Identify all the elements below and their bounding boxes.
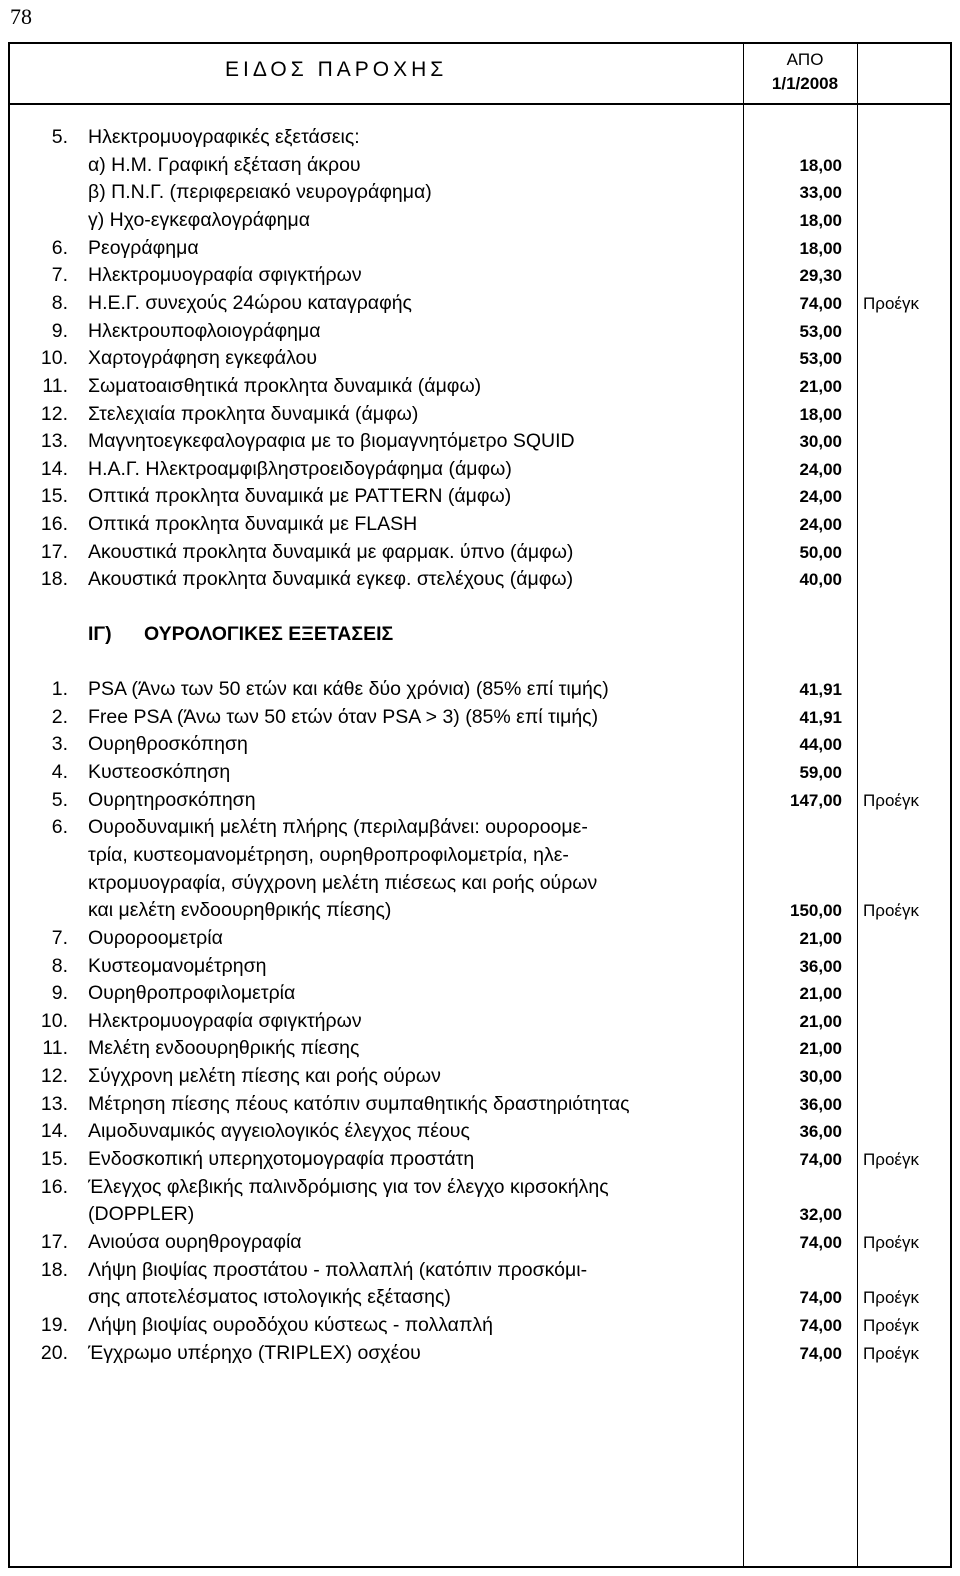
table-row bbox=[0, 318, 960, 345]
row-description: κτρομυογραφία, σύγχρονη μελέτη πιέσεως και ροής ούρων bbox=[88, 871, 598, 894]
row-number: 15. bbox=[40, 485, 68, 508]
row-number: 2. bbox=[51, 705, 68, 728]
row-note: Προέγκ bbox=[863, 1233, 919, 1252]
table-row bbox=[0, 290, 960, 317]
row-price: 74,00 bbox=[799, 1315, 842, 1335]
row-description: Κυστεομανομέτρηση bbox=[88, 954, 267, 977]
table-row bbox=[0, 179, 960, 206]
row-description: Αιμοδυναμικός αγγειολογικός έλεγχος πέους bbox=[88, 1120, 470, 1143]
row-description: Ηλεκτρουποφλοιογράφημα bbox=[88, 319, 321, 342]
row-note: Προέγκ bbox=[863, 1315, 919, 1335]
header-divider bbox=[8, 103, 952, 105]
row-price: 18,00 bbox=[799, 238, 842, 258]
row-price: 33,00 bbox=[799, 183, 842, 203]
row-number: 16. bbox=[40, 1175, 68, 1198]
table-row bbox=[0, 1340, 960, 1367]
row-description: Ενδοσκοπική υπερηχοτομογραφία προστάτη bbox=[88, 1148, 475, 1171]
row-number: 4. bbox=[51, 760, 68, 783]
row-number: 6. bbox=[51, 236, 68, 259]
row-description: τρία, κυστεομανομέτρηση, ουρηθροπροφιλομετρία, ηλε- bbox=[88, 843, 569, 866]
row-number: 11. bbox=[42, 374, 68, 397]
row-note: Προέγκ bbox=[863, 1343, 919, 1363]
table-row bbox=[0, 483, 960, 510]
row-description: α) Η.Μ. Γραφική εξέταση άκρου bbox=[88, 153, 361, 176]
table-row bbox=[0, 235, 960, 262]
row-note: Προέγκ bbox=[863, 1288, 919, 1308]
row-price: 21,00 bbox=[799, 1039, 842, 1059]
row-description: Σύγχρονη μελέτη πίεσης και ροής ούρων bbox=[88, 1065, 441, 1088]
table-row bbox=[0, 566, 960, 593]
table-row bbox=[0, 897, 960, 924]
row-price: 21,00 bbox=[799, 928, 842, 948]
row-note: Προέγκ bbox=[863, 293, 919, 313]
row-description: Έλεγχος φλεβικής παλινδρόμισης για τον έλεγχο κιρσοκήλης bbox=[88, 1175, 609, 1198]
section-title: ΟΥΡΟΛΟΓΙΚΕΣ ΕΞΕΤΑΣΕΙΣ bbox=[144, 623, 394, 645]
row-number: 5. bbox=[51, 788, 68, 811]
row-number: 8. bbox=[51, 954, 68, 977]
table-row bbox=[0, 1174, 960, 1201]
table-row bbox=[0, 1146, 960, 1173]
row-number: 9. bbox=[51, 982, 68, 1005]
table-row bbox=[0, 207, 960, 234]
row-price: 44,00 bbox=[799, 735, 842, 755]
row-price: 40,00 bbox=[799, 570, 842, 590]
row-description: Χαρτογράφηση εγκεφάλου bbox=[88, 347, 318, 370]
table-row bbox=[0, 842, 960, 869]
table-row bbox=[0, 401, 960, 428]
table-row bbox=[0, 1201, 960, 1228]
row-price: 24,00 bbox=[799, 515, 842, 535]
row-description: Ουρηθροπροφιλομετρία bbox=[88, 982, 296, 1005]
row-note: Προέγκ bbox=[863, 790, 919, 810]
date-label: ΑΠΟ bbox=[786, 50, 824, 69]
row-number: 10. bbox=[40, 1009, 68, 1032]
row-description: Ουρητηροσκόπηση bbox=[88, 788, 256, 811]
row-description: Ακουστικά προκλητα δυναμικά εγκεφ. στελέχους (άμφω) bbox=[88, 568, 574, 591]
row-number: 20. bbox=[40, 1341, 68, 1364]
table-row bbox=[0, 1035, 960, 1062]
row-description: Η.Α.Γ. Ηλεκτροαμφιβληστροειδογράφημα (άμφω) bbox=[88, 457, 512, 480]
row-number: 10. bbox=[40, 347, 68, 370]
row-description: PSA (Άνω των 50 ετών και κάθε δύο χρόνια) (85% επί τιμής) bbox=[88, 678, 609, 700]
row-description: Ουροδυναμική μελέτη πλήρης (περιλαμβάνει: ουροροομε- bbox=[88, 816, 588, 839]
row-description: Ουρηθροσκόπηση bbox=[88, 733, 248, 756]
row-price: 36,00 bbox=[799, 1094, 842, 1114]
row-description: Έγχρωμο υπέρηχο (TRIPLEX) οσχέου bbox=[88, 1341, 421, 1364]
table-row bbox=[0, 373, 960, 400]
row-description: Λήψη βιοψίας προστάτου - πολλαπλή (κατόπιν προσκόμι- bbox=[88, 1258, 588, 1281]
table-row bbox=[0, 539, 960, 566]
row-price: 30,00 bbox=[799, 1067, 842, 1087]
row-number: 7. bbox=[51, 926, 68, 949]
row-description: Ηλεκτρομυογραφία σφιγκτήρων bbox=[88, 264, 362, 287]
row-price: 29,30 bbox=[799, 266, 842, 286]
row-description: Στελεχιαία προκλητα δυναμικά (άμφω) bbox=[88, 402, 419, 425]
row-description: σης αποτελέσματος ιστολογικής εξέτασης) bbox=[88, 1286, 451, 1309]
table-row bbox=[0, 1008, 960, 1035]
column-header-date bbox=[755, 48, 855, 96]
row-price: 74,00 bbox=[799, 1288, 842, 1308]
row-number: 16. bbox=[40, 513, 68, 536]
column-header-service: ΕΙΔΟΣ ΠΑΡΟΧΗΣ bbox=[225, 58, 448, 81]
row-price: 18,00 bbox=[799, 155, 842, 175]
table-row bbox=[0, 759, 960, 786]
row-number: 9. bbox=[51, 319, 68, 342]
table-row bbox=[0, 262, 960, 289]
row-number: 5. bbox=[51, 126, 68, 148]
table-row bbox=[0, 704, 960, 731]
table-row bbox=[0, 814, 960, 841]
row-description: β) Π.Ν.Γ. (περιφερειακό νευρογράφημα) bbox=[88, 181, 432, 204]
row-description: Ηλεκτρομυογραφία σφιγκτήρων bbox=[88, 1009, 362, 1032]
row-description: Η.Ε.Γ. συνεχούς 24ώρου καταγραφής bbox=[88, 291, 412, 314]
row-number: 1. bbox=[51, 678, 68, 700]
row-description: Μέτρηση πίεσης πέους κατόπιν συμπαθητικής δραστηριότητας bbox=[88, 1092, 630, 1115]
row-price: 32,00 bbox=[799, 1205, 842, 1225]
table-row bbox=[0, 1257, 960, 1284]
row-price: 36,00 bbox=[799, 956, 842, 976]
row-price: 74,00 bbox=[799, 1233, 842, 1252]
row-description: Οπτικά προκλητα δυναμικά με FLASH bbox=[88, 513, 418, 536]
row-number: 14. bbox=[40, 1120, 68, 1143]
row-price: 50,00 bbox=[799, 542, 842, 562]
table-row bbox=[0, 428, 960, 455]
table-row bbox=[0, 953, 960, 980]
row-number: 13. bbox=[40, 430, 68, 453]
row-description: Ουροροομετρία bbox=[88, 926, 223, 949]
row-price: 147,00 bbox=[790, 790, 842, 810]
row-number: 8. bbox=[51, 291, 68, 314]
row-number: 18. bbox=[40, 1258, 68, 1281]
row-description: Σωματοαισθητικά προκλητα δυναμικά (άμφω) bbox=[88, 374, 482, 397]
row-price: 36,00 bbox=[799, 1122, 842, 1142]
table-row bbox=[0, 1063, 960, 1090]
table-row bbox=[0, 676, 960, 703]
row-price: 21,00 bbox=[799, 376, 842, 396]
row-description: Ρεογράφημα bbox=[88, 236, 199, 259]
table-row bbox=[0, 152, 960, 179]
table-row bbox=[0, 1091, 960, 1118]
row-number: 6. bbox=[51, 816, 68, 839]
table-row bbox=[0, 1312, 960, 1339]
row-description: Free PSA (Άνω των 50 ετών όταν PSA > 3) (85% επί τιμής) bbox=[88, 705, 599, 728]
row-description: γ) Ηχο-εγκεφαλογράφημα bbox=[88, 208, 311, 231]
table-row bbox=[0, 124, 960, 151]
row-number: 13. bbox=[40, 1092, 68, 1115]
row-price: 53,00 bbox=[799, 349, 842, 369]
row-description: Οπτικά προκλητα δυναμικά με PATTERN (άμφω) bbox=[88, 485, 512, 508]
row-note: Προέγκ bbox=[863, 1150, 919, 1170]
row-price: 24,00 bbox=[799, 459, 842, 479]
row-description: (DOPPLER) bbox=[88, 1203, 195, 1226]
table-row bbox=[0, 345, 960, 372]
table-row bbox=[0, 511, 960, 538]
row-price: 74,00 bbox=[799, 1150, 842, 1170]
row-description: Μαγνητοεγκεφαλογραφια με το βιομαγνητόμετρο SQUID bbox=[88, 430, 575, 453]
row-number: 11. bbox=[42, 1037, 68, 1060]
row-price: 53,00 bbox=[799, 321, 842, 341]
row-note: Προέγκ bbox=[863, 901, 919, 921]
row-price: 21,00 bbox=[799, 984, 842, 1004]
row-description: και μελέτη ενδοουρηθρικής πίεσης) bbox=[88, 899, 392, 922]
row-number: 14. bbox=[40, 457, 68, 480]
table-row bbox=[0, 731, 960, 758]
table-row bbox=[0, 1118, 960, 1145]
row-number: 15. bbox=[40, 1148, 68, 1171]
table-row bbox=[0, 1284, 960, 1311]
row-price: 21,00 bbox=[799, 1011, 842, 1031]
row-description: Ακουστικά προκλητα δυναμικά με φαρμακ. ύπνο (άμφω) bbox=[88, 540, 574, 563]
row-price: 24,00 bbox=[799, 487, 842, 507]
row-price: 74,00 bbox=[799, 293, 842, 313]
row-number: 3. bbox=[51, 733, 68, 756]
row-description: Κυστεοσκόπηση bbox=[88, 760, 231, 783]
row-price: 41,91 bbox=[799, 707, 842, 727]
row-price: 74,00 bbox=[799, 1343, 842, 1363]
row-price: 59,00 bbox=[799, 762, 842, 782]
table-row bbox=[0, 787, 960, 814]
row-description: Λήψη βιοψίας ουροδόχου κύστεως - πολλαπλή bbox=[88, 1313, 493, 1336]
row-price: 150,00 bbox=[790, 901, 842, 921]
section-code: ΙΓ) bbox=[88, 623, 112, 645]
table-row bbox=[0, 870, 960, 897]
row-price: 41,91 bbox=[799, 680, 842, 699]
date-value: 1/1/2008 bbox=[771, 74, 839, 93]
row-number: 7. bbox=[51, 264, 68, 287]
row-price: 18,00 bbox=[799, 404, 842, 424]
table-row bbox=[0, 456, 960, 483]
table-row bbox=[0, 1229, 960, 1256]
row-number: 12. bbox=[40, 1065, 68, 1088]
row-number: 19. bbox=[40, 1313, 68, 1336]
row-number: 18. bbox=[40, 568, 68, 591]
page-number: 78 bbox=[10, 4, 32, 29]
row-price: 30,00 bbox=[799, 432, 842, 452]
row-number: 17. bbox=[40, 540, 68, 563]
row-number: 12. bbox=[40, 402, 68, 425]
row-price: 18,00 bbox=[799, 210, 842, 230]
row-description: Μελέτη ενδοουρηθρικής πίεσης bbox=[88, 1037, 360, 1060]
row-number: 17. bbox=[40, 1231, 68, 1253]
table-row bbox=[0, 980, 960, 1007]
row-description: Ανιούσα ουρηθρογραφία bbox=[88, 1231, 302, 1253]
table-row bbox=[0, 925, 960, 952]
section-heading bbox=[88, 623, 393, 646]
row-description: Ηλεκτρομυογραφικές εξετάσεις: bbox=[88, 126, 360, 148]
